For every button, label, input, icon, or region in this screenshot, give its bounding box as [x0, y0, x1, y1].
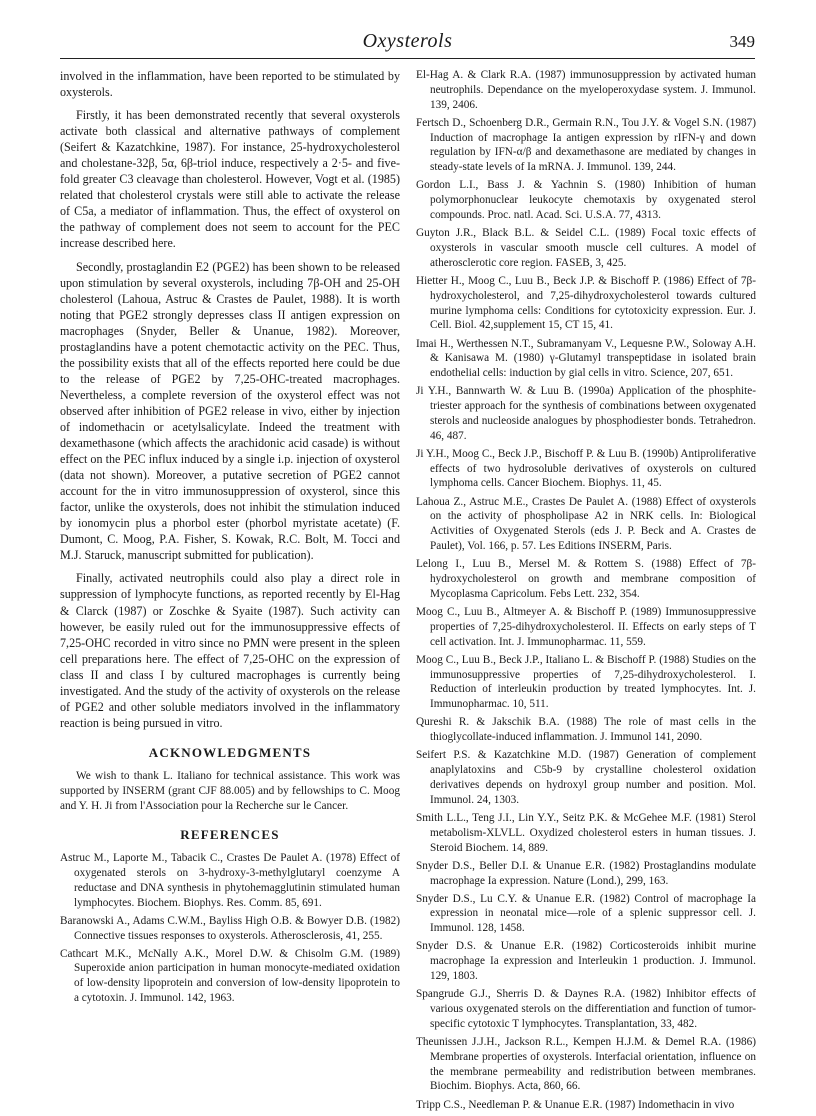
acknowledgments-text: We wish to thank L. Italiano for technical assistance. This work was supported by INSERM (grant CJF 88.005) and by fellowships to C. Moog and Y. H. Ji from l'Association pour la Recherche sur le Cancer.	[60, 769, 400, 812]
reference-item: Ji Y.H., Bannwarth W. & Luu B. (1990a) Application of the phosphite-triester approach for the synthesis of combinations between oxygenated sterols and nucleoside analogues by phosphodiester bonds. Tetrahedron. 46, 487.	[416, 385, 756, 442]
reference-item: Spangrude G.J., Sherris D. & Daynes R.A. (1982) Inhibitor effects of various oxygenated sterols on the differentiation and function of tumor-specific cytotoxic T lymphocytes. Transplantation, 33, 482.	[416, 988, 756, 1030]
reference-list	[60, 851, 400, 1005]
page-number: 349	[729, 32, 755, 51]
acknowledgments-heading: ACKNOWLEDGMENTS	[148, 744, 312, 760]
reference-item: Snyder D.S., Lu C.Y. & Unanue E.R. (1982) Control of macrophage Ia expression in neonatal mice—role of a splenic suppressor cell. J. Immunol. 128, 1458.	[416, 892, 756, 935]
reference-item: Seifert P.S. & Kazatchkine M.D. (1987) Generation of complement anaplylatoxins and C5b-9 by crystalline cholesterol oxidation derivatives depends on hydroxyl group number and position. Mol. Immunol. 24, 1303.	[416, 749, 756, 806]
reference-item: Imai H., Werthessen N.T., Subramanyam V., Lequesne P.W., Soloway A.H. & Kanisawa M. (1980) γ-Glutamyl transpeptidase in isolated brain endothelial cells: induction by gial cells in vitro. Science, 207, 651.	[416, 337, 756, 380]
reference-item: Fertsch D., Schoenberg D.R., Germain R.N., Tou J.Y. & Vogel S.N. (1987) Induction of macrophage Ia antigen expression by rIFN-γ and down regulation by IFN-α/β and dexamethasone are mediated by changes in steady-state levels of Ia mRNA. J. Immunol. 139, 244.	[416, 116, 756, 174]
page-header	[60, 30, 755, 60]
reference-item: Lelong I., Luu B., Mersel M. & Rottem S. (1988) Effect of 7β-hydroxycholesterol on growth and membrane composition of Mycoplasma Capricolum. Febs Lett. 232, 354.	[416, 558, 756, 600]
reference-item: Snyder D.S., Beller D.I. & Unanue E.R. (1982) Prostaglandins modulate macrophage Ia expression. Nature (Lond.), 299, 163.	[416, 859, 756, 887]
reference-list	[416, 68, 756, 1112]
reference-item: Moog C., Luu B., Altmeyer A. & Bischoff P. (1989) Immunosuppressive properties of 7,25-dihydroxycholesterol. II. Effects on early steps of T cell activation. Int. J. Immunopharmac. 11, 559.	[416, 606, 756, 648]
reference-item: Ji Y.H., Moog C., Beck J.P., Bischoff P. & Luu B. (1990b) Antiproliferative effects of two hydrosoluble derivatives of oxysterols on cultured lymphoma cells. Cancer Biochem. Biophys. 11, 45.	[416, 447, 756, 490]
reference-item: Qureshi R. & Jakschik B.A. (1988) The role of mast cells in the thioglycollate-induced inflammation. J. Immunol 141, 2090.	[416, 716, 756, 744]
reference-item: Guyton J.R., Black B.L. & Seidel C.L. (1989) Focal toxic effects of oxysterols in vascular smooth muscle cell cultures. A model of atherosclerotic core region. FASEB, 3, 425.	[416, 227, 756, 269]
body-paragraph: Finally, activated neutrophils could also play a direct role in suppression of lymphocyte functions, as reported recently by El-Hag & Clarck (1987) or Zoschke & Syaite (1987). Such activity can however, be easily ruled out for the immunosuppressive effects of 7,25-OHC recorded in vitro since no PMN were present in the spleen cell preparations here. The effect of 7,25-OHC on the expression of class II and class I by cultured macrophages is currently being investigated. And the study of the activity of oxysterols on the release of PGE2 and other soluble mediators involved in the inflammatory reaction is being pursued in vitro.	[60, 571, 400, 730]
right-column	[416, 68, 756, 1116]
reference-item: Cathcart M.K., McNally A.K., Morel D.W. & Chisolm G.M. (1989) Superoxide anion participation in human monocyte-mediated oxidation of low-density lipoprotein and conversion of low-density lipoprotein to a cytotoxin. J. Immunol. 142, 1963.	[60, 947, 400, 1004]
reference-item: Smith L.L., Teng J.I., Lin Y.Y., Seitz P.K. & McGehee M.F. (1981) Sterol metabolism-XLVLL. Oxydized cholesterol esters in human tissues. J. Steroid Biochem. 14, 889.	[416, 811, 756, 854]
reference-item: Theunissen J.J.H., Jackson R.L., Kempen H.J.M. & Demel R.A. (1986) Membrane properties of oxysterols. Interfacial orientation, influence on the membrane permeability and redistribution between membranes. Biochim. Biophys. Acta, 860, 66.	[416, 1036, 756, 1093]
reference-item: Snyder D.S. & Unanue E.R. (1982) Corticosteroids inhibit murine macrophage Ia expression and Interleukin 1 production. J. Immunol. 129, 1803.	[416, 940, 756, 983]
header-rule	[60, 58, 755, 59]
reference-item: Moog C., Luu B., Beck J.P., Italiano L. & Bischoff P. (1988) Studies on the immunosuppressive properties of 7,25-dihydroxycholesterol. I. Reduction of interleukin production by treated lymphocytes. Int. J. Immunopharmac. 10, 511.	[416, 653, 756, 711]
reference-item: Tripp C.S., Needleman P. & Unanue E.R. (1987) Indomethacin in vivo	[416, 1098, 735, 1111]
reference-item: El-Hag A. & Clark R.A. (1987) immunosuppression by activated human neutrophils. Dependance on the myeloperoxydase system. J. Immunol. 139, 2406.	[416, 69, 756, 111]
reference-item: Lahoua Z., Astruc M.E., Crastes De Paulet A. (1988) Effect of oxysterols on the activity of phospholipase A2 in NRK cells. In: Biological Activities of Oxygenated Sterols (eds J. P. Beck and A. Crastes de Paulet), Vol. 166, p. 57. Les Editions INSERM, Paris.	[416, 495, 756, 553]
body-paragraph: Secondly, prostaglandin E2 (PGE2) has been shown to be released upon stimulation by several oxysterols, including 7β-OH and 25-OH cholesterol (Lahoua, Astruc & Crastes de Paulet, 1988). It is worth noting that PGE2 strongly depresses class II antigen expression on macrophages (Snyder, Beller & Unanue, 1982). Moreover, prostaglandins have a potent chemotactic activity on the PEC. Thus, the possibility exists that all of the effects reported here could be due to the release of PGE2 by 7,25-OHC-treated macrophages. Nevertheless, a complete reversion of the oxysterol effect was not observed after inhibition of PGE2 release in vivo, either by injection of indomethacin or acetylsalicylate. Indeed the treatment with dexamethasone (which affects the arachidonic acid casade) is without effect on the PEC influx induced by a single i.p. injection of oxysterol (data not shown). Moreover, a putative secretion of PGE2 cannot account for the in vitro immunosuppression of oxysterol, since this factor, unlike the oxysterols, does not inhibit the stimulation induced by ionomycin plus a phorbol ester (phorbol myristate acetate) (F. Dumont, C. Moog, P.A. Fisher, S. Kowak, R.C. Bolt, M. Tocci and M.J. Staruck, manuscript submitted for publication).	[60, 259, 400, 563]
reference-item: Hietter H., Moog C., Luu B., Beck J.P. & Bischoff P. (1986) Effect of 7β-hydroxycholesterol, and 7,25-dihydroxycholesterol towards cultured murine lymphoma cells: Conditions for cytotoxicity expression. Eur. J. Cell. Biol. 42,supplement 15, CT 15, 41.	[416, 274, 756, 332]
body-paragraph: involved in the inflammation, have been reported to be stimulated by oxysterols.	[60, 69, 400, 100]
left-column	[60, 68, 400, 1009]
reference-item: Astruc M., Laporte M., Tabacik C., Crastes De Paulet A. (1978) Effect of oxygenated sterols on 3-hydroxy-3-methylglutaryl coenzyme A reductase and DNA synthesis in phytohemagglutinin stimulated human lymphocytes. Biochem. Biophys. Res. Comm. 85, 691.	[60, 852, 400, 909]
body-paragraph: Firstly, it has been demonstrated recently that several oxysterols activate both classical and alternative pathways of complement (Seifert & Kazatchkine, 1987). For instance, 25-hydroxycholesterol and cholestane-32β, 5α, 6β-triol induce, respectively a 2·5- and five-fold greater C3 cleavage than cholesterol. However, Vogt et al. (1985) related that cholesterol crystals were still able to activate the release of C5a, a mediator of inflammation. Thus, the effect of oxysterol on the pathway of complement does not seem to account for the PEC increase described here.	[60, 108, 400, 251]
reference-item: Gordon L.I., Bass J. & Yachnin S. (1980) Inhibition of human polymorphonuclear leukocyte chemotaxis by oxygenated sterol compounds. Proc. natl. Acad. Sci. U.S.A. 77, 4313.	[416, 179, 756, 221]
references-heading: REFERENCES	[180, 827, 280, 843]
running-title: Oxysterols	[362, 30, 453, 52]
reference-item: Baranowski A., Adams C.W.M., Bayliss High O.B. & Bowyer D.B. (1982) Connective tissues responses to oxysterols. Atherosclerosis, 41, 255.	[60, 914, 400, 942]
